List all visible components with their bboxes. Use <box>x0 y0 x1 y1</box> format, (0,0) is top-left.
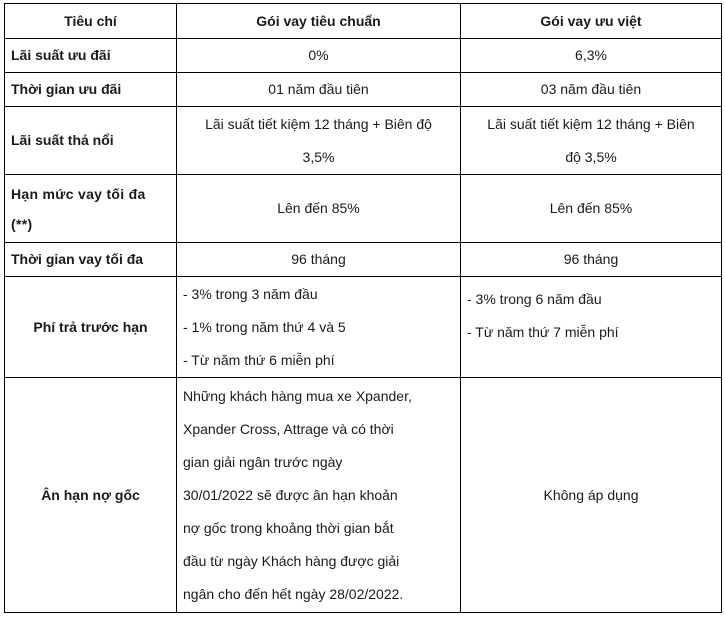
text-line: gian giải ngân trước ngày <box>183 453 343 470</box>
text-line: Lãi suất tiết kiệm 12 tháng + Biên <box>487 115 695 132</box>
criterion-max-loan-limit <box>5 175 177 243</box>
standard-value <box>177 107 461 175</box>
premium-value: 03 năm đầu tiên <box>461 73 722 107</box>
premium-value: Lên đến 85% <box>461 175 722 243</box>
table-row <box>5 107 722 175</box>
premium-value: 6,3% <box>461 39 722 73</box>
text-line: 30/01/2022 sẽ được ân hạn khoản <box>183 486 398 503</box>
criterion-prepayment-fee: Phí trả trước hạn <box>5 277 177 378</box>
text-line: ngân cho đến hết ngày 28/02/2022. <box>183 585 404 602</box>
table-row <box>5 243 722 277</box>
premium-value: 96 tháng <box>461 243 722 277</box>
standard-value: 01 năm đầu tiên <box>177 73 461 107</box>
text-line: Xpander Cross, Attrage và có thời <box>183 420 394 437</box>
premium-value: Không áp dụng <box>461 378 722 613</box>
list-item: - 1% trong năm thứ 4 và 5 <box>183 318 346 335</box>
list-item: - Từ năm thứ 7 miễn phí <box>467 324 619 340</box>
header-premium-package: Gói vay ưu việt <box>461 4 722 39</box>
text-line: Hạn mức vay tối đa <box>11 185 146 202</box>
standard-value: 0% <box>177 39 461 73</box>
table-row <box>5 175 722 243</box>
premium-value <box>461 107 722 175</box>
table-row <box>5 39 722 73</box>
criterion-floating-rate: Lãi suất thả nổi <box>5 107 177 175</box>
standard-value <box>177 378 461 613</box>
standard-value: 96 tháng <box>177 243 461 277</box>
standard-value: Lên đến 85% <box>177 175 461 243</box>
loan-comparison-table <box>4 3 722 613</box>
text-line: Lãi suất tiết kiệm 12 tháng + Biên độ <box>205 115 432 132</box>
header-criteria: Tiêu chí <box>5 4 177 39</box>
text-line: 3,5% <box>302 148 335 165</box>
table-row <box>5 378 722 613</box>
list-item: - Từ năm thứ 6 miễn phí <box>183 351 335 368</box>
text-line: nợ gốc trong khoảng thời gian bắt <box>183 519 394 536</box>
text-line: (**) <box>11 215 33 232</box>
criterion-preferential-period: Thời gian ưu đãi <box>5 73 177 107</box>
criterion-max-loan-term: Thời gian vay tối đa <box>5 243 177 277</box>
header-standard-package: Gói vay tiêu chuẩn <box>177 4 461 39</box>
list-item: - 3% trong 3 năm đầu <box>183 285 318 302</box>
text-line: đầu từ ngày Khách hàng được giải <box>183 552 400 569</box>
premium-value <box>461 277 722 378</box>
table-row <box>5 277 722 378</box>
table-header-row <box>5 4 722 39</box>
standard-value <box>177 277 461 378</box>
list-item: - 3% trong 6 năm đầu <box>467 291 602 307</box>
criterion-principal-grace: Ân hạn nợ gốc <box>5 378 177 613</box>
text-line: độ 3,5% <box>565 148 617 165</box>
table-row <box>5 73 722 107</box>
text-line: Những khách hàng mua xe Xpander, <box>183 387 412 404</box>
criterion-preferential-rate: Lãi suất ưu đãi <box>5 39 177 73</box>
